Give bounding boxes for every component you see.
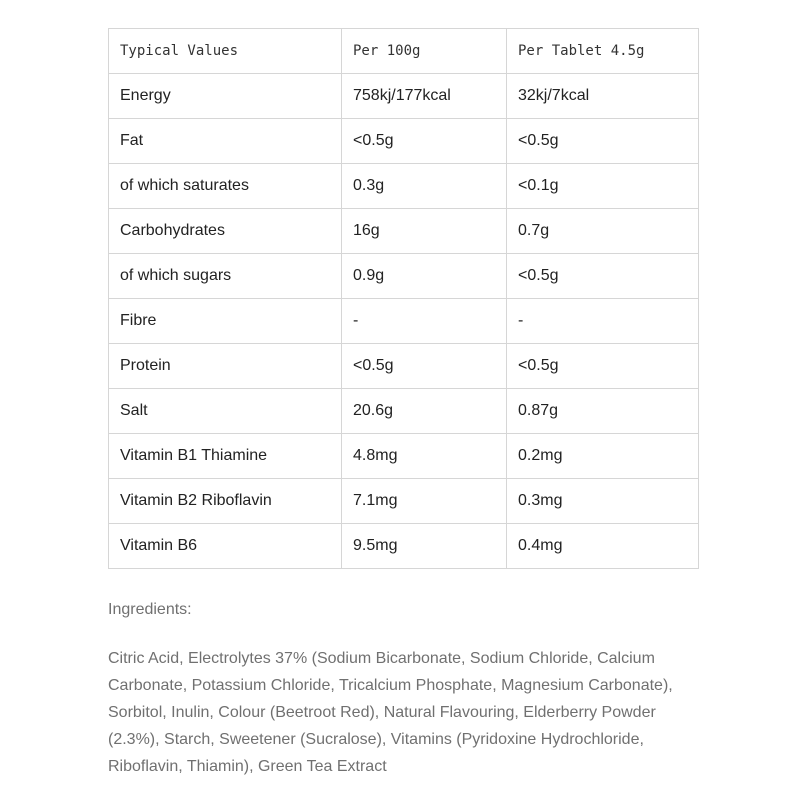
table-row <box>109 389 699 434</box>
nutrient-name: Fibre <box>109 299 342 344</box>
value-per-tablet: 0.4mg <box>507 524 699 569</box>
value-per-tablet: <0.5g <box>507 344 699 389</box>
value-per-tablet: 32kj/7kcal <box>507 74 699 119</box>
value-per-tablet: <0.1g <box>507 164 699 209</box>
value-per-100g: 758kj/177kcal <box>342 74 507 119</box>
table-row <box>109 209 699 254</box>
table-header-row <box>109 29 699 74</box>
value-per-100g: 20.6g <box>342 389 507 434</box>
nutrient-name: of which saturates <box>109 164 342 209</box>
table-row <box>109 119 699 164</box>
nutrient-name: Carbohydrates <box>109 209 342 254</box>
nutrient-name: Vitamin B6 <box>109 524 342 569</box>
table-row <box>109 299 699 344</box>
value-per-100g: 7.1mg <box>342 479 507 524</box>
header-per-tablet: Per Tablet 4.5g <box>507 29 699 74</box>
table-row <box>109 344 699 389</box>
value-per-100g: 9.5mg <box>342 524 507 569</box>
ingredients-text: Citric Acid, Electrolytes 37% (Sodium Bicarbonate, Sodium Chloride, Calcium Carbonate, Potassium Chloride, Tricalcium Phosphate, Magnesium Carbonate), Sorbitol, Inulin, Colour (Beetroot Red), Natural Flavouring, Elderberry Powder (2.3%), Starch, Sweetener (Sucralose), Vitamins (Pyridoxine Hydrochloride, Riboflavin, Thiamin), Green Tea Extract <box>108 650 673 775</box>
value-per-100g: <0.5g <box>342 344 507 389</box>
nutrient-name: Fat <box>109 119 342 164</box>
value-per-100g: <0.5g <box>342 119 507 164</box>
table-row <box>109 164 699 209</box>
value-per-100g: 4.8mg <box>342 434 507 479</box>
table-row <box>109 524 699 569</box>
value-per-100g: 0.3g <box>342 164 507 209</box>
value-per-tablet: <0.5g <box>507 254 699 299</box>
value-per-tablet: 0.7g <box>507 209 699 254</box>
value-per-tablet: 0.87g <box>507 389 699 434</box>
header-typical-values: Typical Values <box>109 29 342 74</box>
value-per-100g: 16g <box>342 209 507 254</box>
value-per-tablet: 0.2mg <box>507 434 699 479</box>
header-per-100g: Per 100g <box>342 29 507 74</box>
value-per-tablet: - <box>507 299 699 344</box>
ingredients-heading: Ingredients: <box>108 601 192 618</box>
table-row <box>109 254 699 299</box>
value-per-tablet: <0.5g <box>507 119 699 164</box>
nutrition-table <box>108 28 699 569</box>
nutrient-name: Protein <box>109 344 342 389</box>
nutrient-name: Energy <box>109 74 342 119</box>
nutrient-name: Salt <box>109 389 342 434</box>
value-per-tablet: 0.3mg <box>507 479 699 524</box>
value-per-100g: - <box>342 299 507 344</box>
table-row <box>109 479 699 524</box>
table-row <box>109 74 699 119</box>
table-row <box>109 434 699 479</box>
nutrient-name: Vitamin B1 Thiamine <box>109 434 342 479</box>
value-per-100g: 0.9g <box>342 254 507 299</box>
nutrient-name: Vitamin B2 Riboflavin <box>109 479 342 524</box>
nutrient-name: of which sugars <box>109 254 342 299</box>
